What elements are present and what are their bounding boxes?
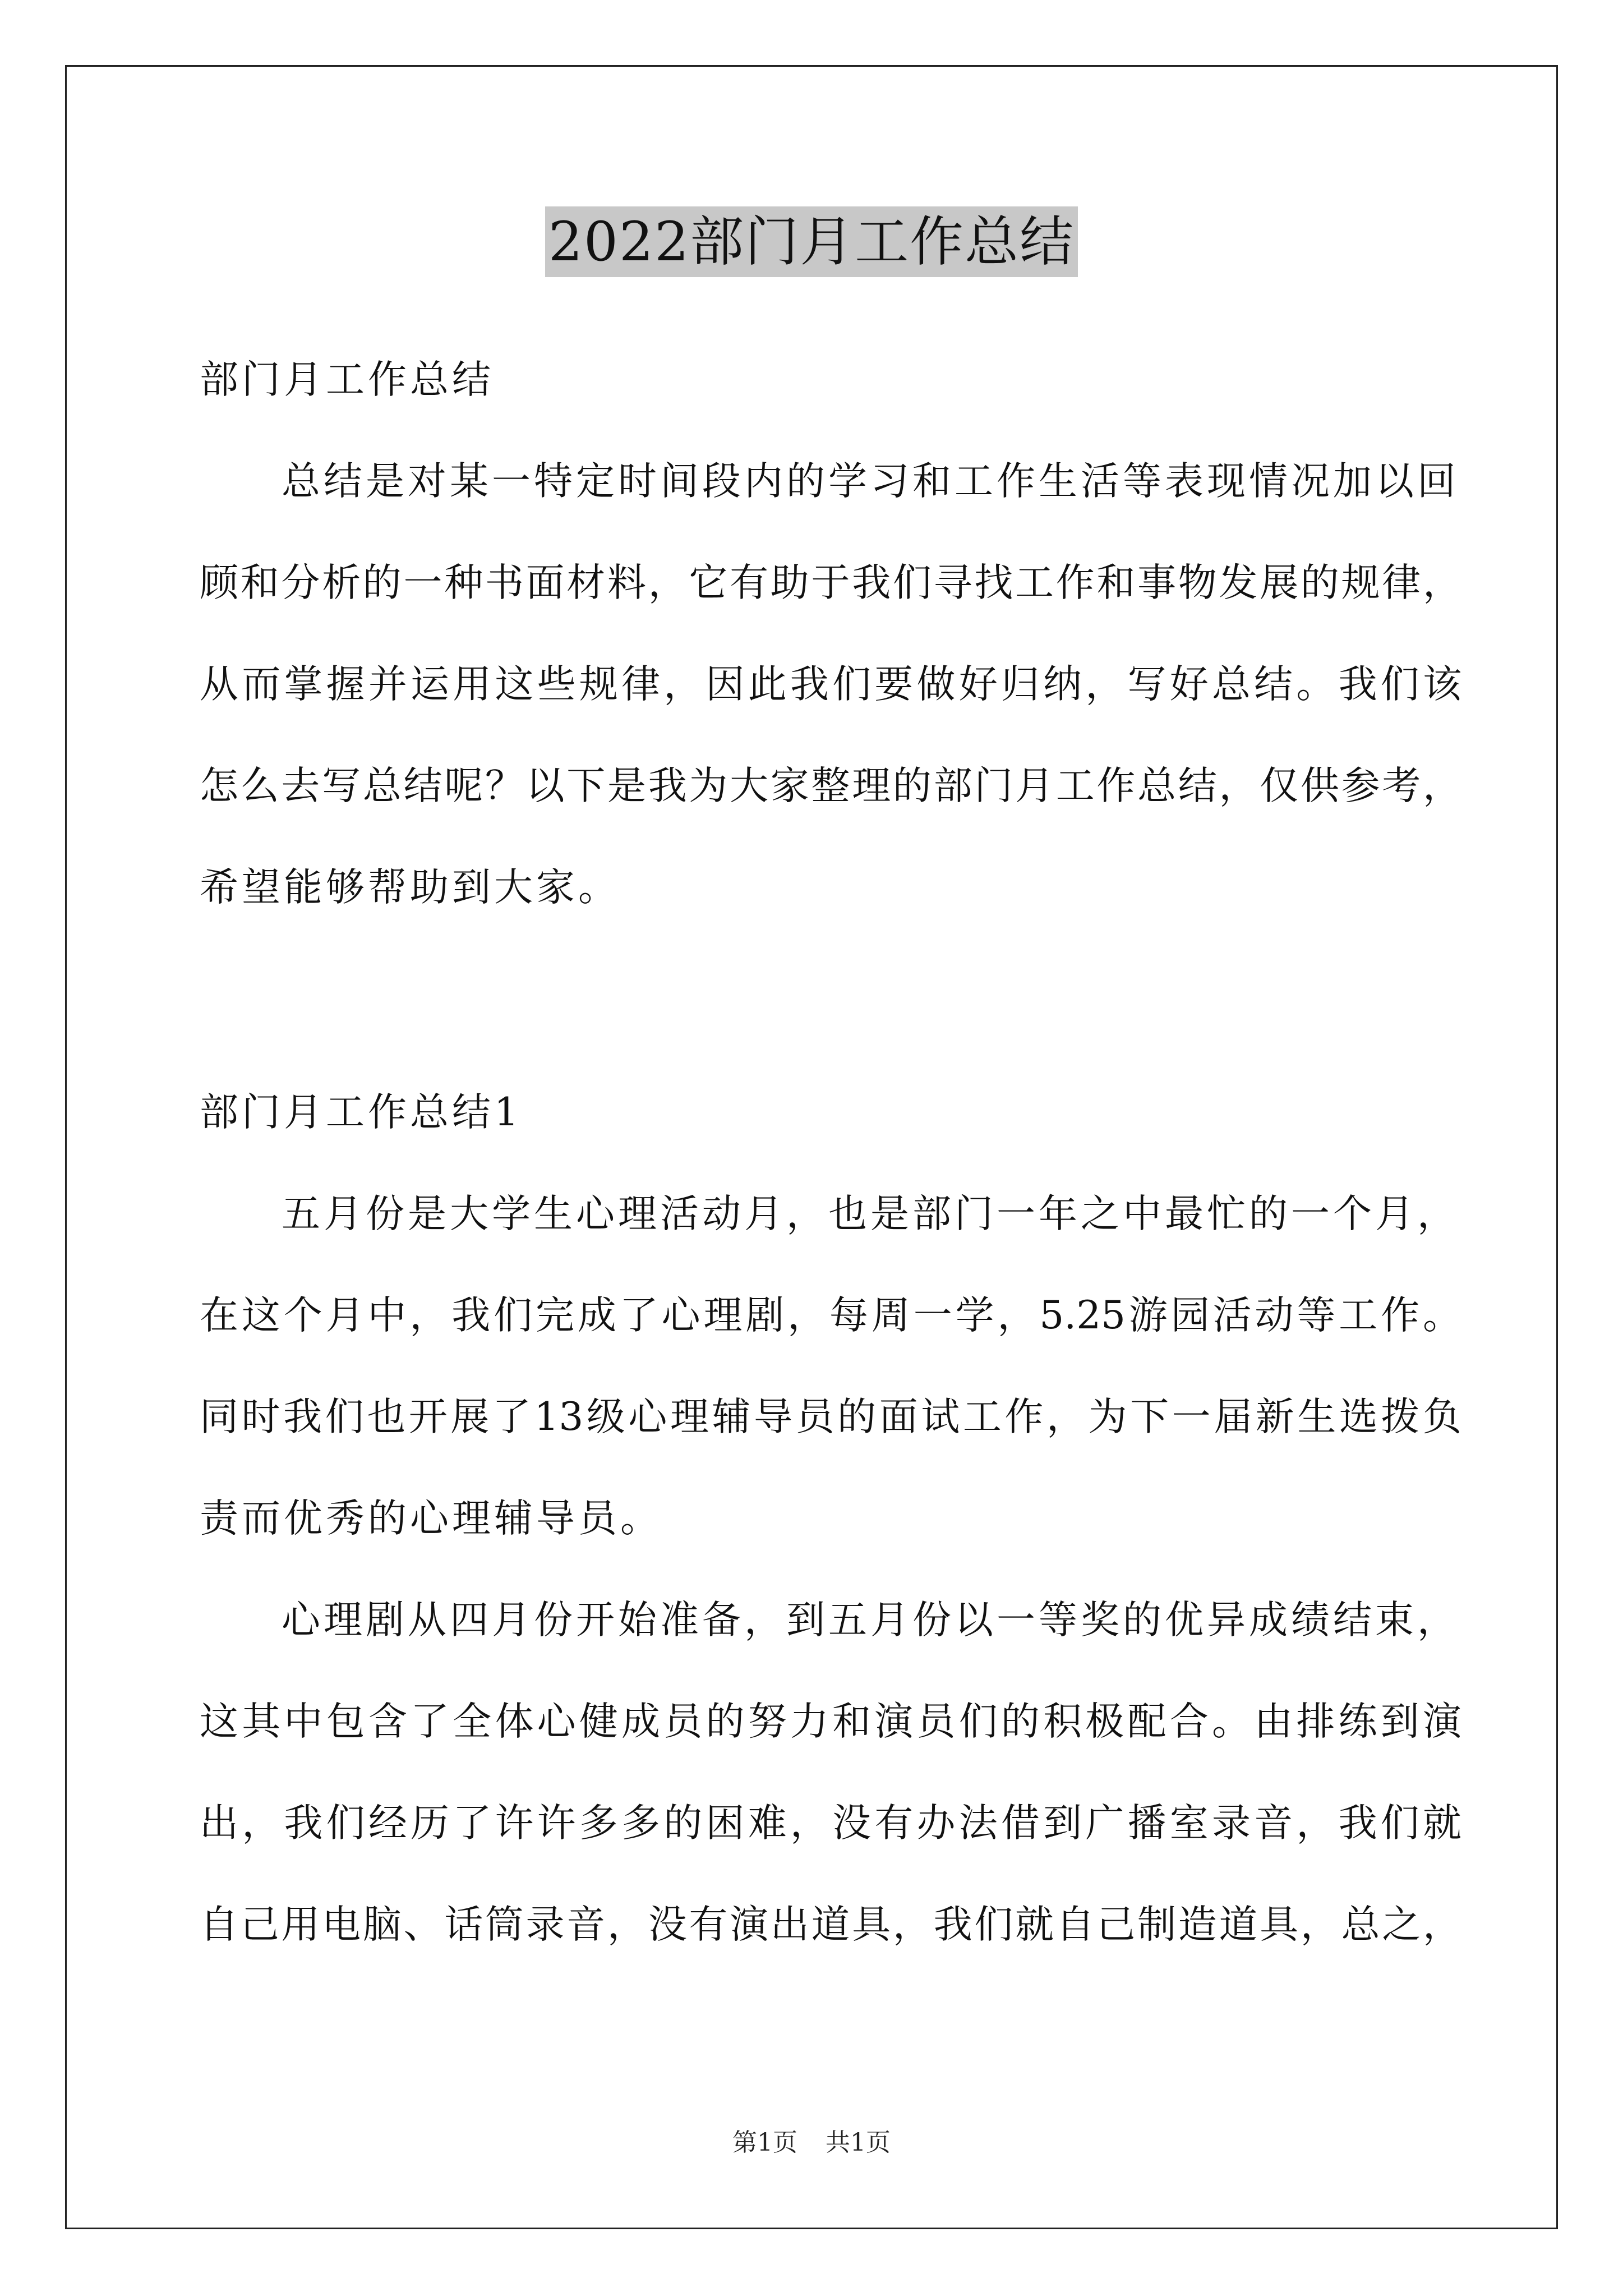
page-total: 共1页 [826, 2128, 891, 2157]
paragraph-line: 怎么去写总结呢？以下是我为大家整理的部门月工作总结，仅供参考， [200, 763, 1461, 808]
document-title: 2022部门月工作总结 [545, 206, 1078, 277]
title-container [0, 206, 1623, 277]
paragraph-line: 总结是对某一特定时间段内的学习和工作生活等表现情况加以回 [282, 459, 1459, 504]
paragraph-line: 同时我们也开展了13级心理辅导员的面试工作，为下一届新生选拨负 [200, 1395, 1461, 1439]
paragraph-line: 五月份是大学生心理活动月，也是部门一年之中最忙的一个月， [282, 1191, 1459, 1236]
paragraph-line: 心理剧从四月份开始准备，到五月份以一等奖的优异成绩结束， [282, 1598, 1459, 1642]
document-body [200, 346, 1461, 1993]
page-number: 第1页 [732, 2128, 797, 2157]
paragraph-line: 这其中包含了全体心健成员的努力和演员们的积极配合。由排练到演 [200, 1699, 1461, 1744]
section-heading: 部门月工作总结1 [200, 1090, 522, 1135]
paragraph-line: 在这个月中，我们完成了心理剧，每周一学，5.25游园活动等工作。 [200, 1293, 1461, 1338]
paragraph-line: 责而优秀的心理辅导员。 [200, 1496, 662, 1541]
section-spacer [200, 955, 1461, 1079]
paragraph-line: 希望能够帮助到大家。 [200, 865, 620, 910]
paragraph-line: 自己用电脑、话筒录音，没有演出道具，我们就自己制造道具，总之， [200, 1902, 1461, 1947]
paragraph-line: 出，我们经历了许许多多的困难，没有办法借到广播室录音，我们就 [200, 1801, 1461, 1846]
page-footer [0, 2126, 1623, 2160]
paragraph-line: 从而掌握并运用这些规律，因此我们要做好归纳，写好总结。我们该 [200, 662, 1461, 707]
paragraph-line: 顾和分析的一种书面材料，它有助于我们寻找工作和事物发展的规律， [200, 560, 1461, 605]
section-heading: 部门月工作总结 [200, 357, 494, 402]
